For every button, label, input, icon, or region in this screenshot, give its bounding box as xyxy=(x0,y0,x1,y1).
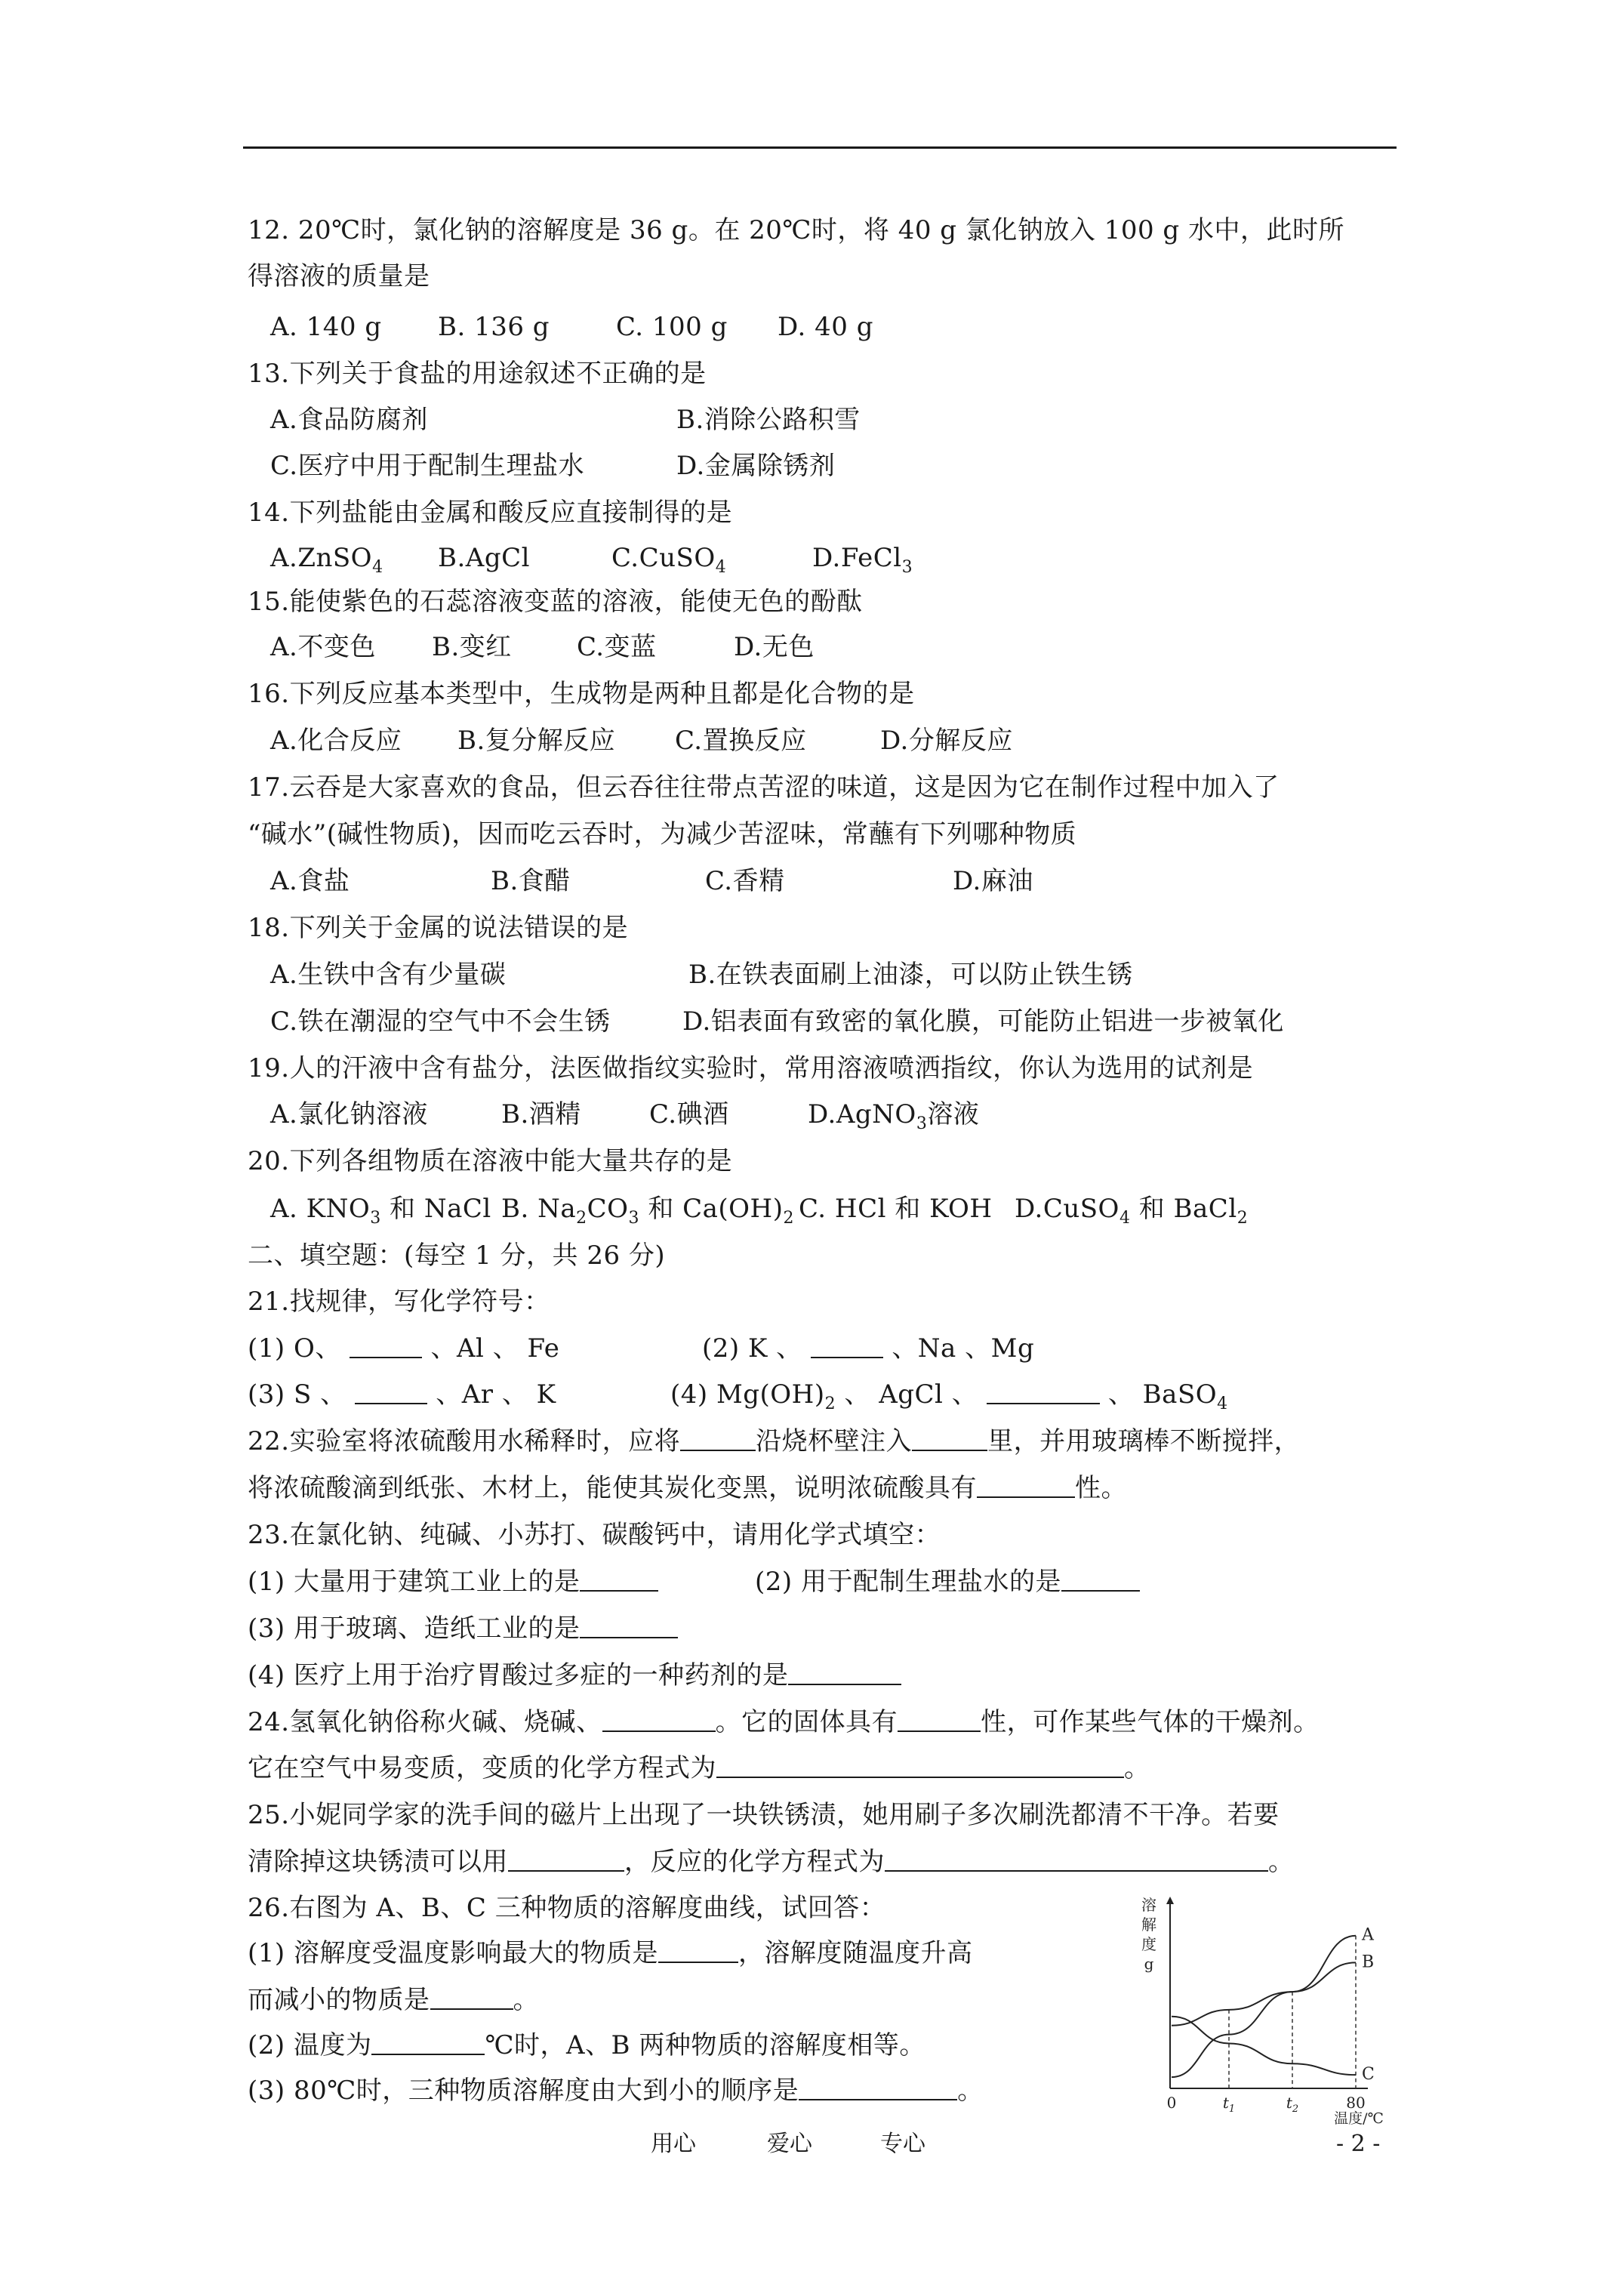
q26-sub3: (3) 80℃时，三种物质溶解度由大到小的顺序是 。 xyxy=(248,2076,984,2106)
header-rule xyxy=(243,146,1397,149)
blank[interactable] xyxy=(680,1425,756,1451)
y-label-char: 解 xyxy=(1141,1915,1156,1934)
option-c: C.香精 xyxy=(705,866,785,896)
blank[interactable] xyxy=(350,1333,422,1358)
q12-options xyxy=(270,311,1327,343)
option-d: D.CuSO$_4$ 和 BaCl$_2$ xyxy=(1015,1194,1249,1228)
y-label-char: g xyxy=(1144,1955,1154,1973)
option-d: D.分解反应 xyxy=(880,726,1013,756)
blank[interactable] xyxy=(355,1379,427,1404)
option-a: A. 140 g xyxy=(270,312,382,342)
chart-axes xyxy=(1166,1897,1368,2088)
series-c-curve xyxy=(1172,2017,1356,2075)
blank[interactable] xyxy=(912,1425,987,1451)
blank[interactable] xyxy=(811,1333,883,1358)
y-label-char: 溶 xyxy=(1141,1896,1156,1914)
option-b: B.食醋 xyxy=(491,866,571,896)
x-tick-label: $t_1$ xyxy=(1222,2094,1236,2115)
q19-stem: 19.人的汗液中含有盐分，法医做指纹实验时，常用溶液喷洒指纹，你认为选用的试剂是 xyxy=(248,1053,1254,1083)
q22-line2: 将浓硫酸滴到纸张、木材上，能使其炭化变黑，说明浓硫酸具有 性。 xyxy=(248,1473,1127,1503)
option-a: A.氯化钠溶液 xyxy=(270,1099,428,1130)
q20-stem: 20.下列各组物质在溶液中能大量共存的是 xyxy=(248,1146,733,1176)
q14-options xyxy=(270,542,1327,577)
solubility-chart xyxy=(1132,1894,1404,2125)
q18-stem: 18.下列关于金属的说法错误的是 xyxy=(248,913,629,943)
q14-stem: 14.下列盐能由金属和酸反应直接制得的是 xyxy=(248,498,733,528)
q24-line2: 它在空气中易变质，变质的化学方程式为 。 xyxy=(248,1753,1150,1783)
option-b: B.复分解反应 xyxy=(457,726,616,756)
q26-sub2: (2) 温度为 ℃时，A、B 两种物质的溶解度相等。 xyxy=(248,2030,925,2060)
blank[interactable] xyxy=(658,1937,738,1963)
option-a: A.食品防腐剂 xyxy=(270,405,428,435)
option-d: D.铝表面有致密的氧化膜，可能防止铝进一步被氧化 xyxy=(682,1006,1284,1037)
option-a: A.ZnSO$_4$ xyxy=(270,543,383,577)
blank[interactable] xyxy=(716,1752,1124,1778)
q20-options xyxy=(270,1193,1387,1228)
blank[interactable] xyxy=(799,2075,957,2100)
footer-word: 爱心 xyxy=(767,2131,812,2157)
blank[interactable] xyxy=(898,1706,981,1732)
y-label-char: 度 xyxy=(1141,1935,1156,1953)
option-d: D.金属除锈剂 xyxy=(676,451,836,481)
series-b-curve xyxy=(1172,1962,1356,2025)
q17-stem: 17.云吞是大家喜欢的食品，但云吞往往带点苦涩的味道，这是因为它在制作过程中加入了 xyxy=(248,772,1280,803)
q18-options-row1 xyxy=(270,959,1387,991)
footer-word: 专心 xyxy=(880,2131,925,2157)
footer-word: 用心 xyxy=(651,2131,696,2157)
blank[interactable] xyxy=(602,1706,716,1732)
blank[interactable] xyxy=(885,1846,1268,1872)
option-b: B.在铁表面刷上油漆，可以防止铁生锈 xyxy=(688,960,1133,990)
q23-row1: (1) 大量用于建筑工业上的是 (2) 用于配制生理盐水的是 xyxy=(248,1566,1365,1598)
option-a: A.化合反应 xyxy=(270,726,402,756)
q21-row2: (3) S 、 、Ar 、 K (4) $Mg(OH)_2$ 、 AgCl 、 、 BaSO$_4$ xyxy=(248,1379,1228,1413)
q23-row2: (3) 用于玻璃、造纸工业的是 xyxy=(248,1613,678,1644)
q15-options xyxy=(270,631,1327,663)
y-axis-label xyxy=(1141,1896,1156,1973)
q17-stem-cont: “碱水”(碱性物质)，因而吃云吞时，为减少苦涩味，常蘸有下列哪种物质 xyxy=(248,819,1077,849)
blank[interactable] xyxy=(371,2029,485,2055)
option-a: A.生铁中含有少量碳 xyxy=(270,960,507,990)
option-d: D.FeCl$_3$ xyxy=(812,543,913,577)
blank[interactable] xyxy=(580,1613,678,1638)
blank[interactable] xyxy=(1061,1566,1140,1592)
option-a: A. $KNO_3$ 和 NaCl xyxy=(270,1194,491,1228)
option-c: C. HCl 和 KOH xyxy=(799,1194,993,1224)
q26-stem: 26.右图为 A、B、C 三种物质的溶解度曲线，试回答： xyxy=(248,1893,886,1923)
q26-sub1: (1) 溶解度受温度影响最大的物质是 ，溶解度随温度升高 xyxy=(248,1938,973,1968)
option-c: C.碘酒 xyxy=(649,1099,729,1130)
q12-stem: 12. 20℃时，氯化钠的溶解度是 36 g。在 20℃时，将 40 g 氯化钠放入 100 g 水中，此时所 xyxy=(248,215,1344,245)
option-d: D.无色 xyxy=(734,632,815,662)
q21-row1: (1) O、 、Al 、 Fe (2) K 、 、Na 、Mg xyxy=(248,1333,1035,1364)
option-c: C.置换反应 xyxy=(675,726,807,756)
q15-stem: 15.能使紫色的石蕊溶液变蓝的溶液，能使无色的酚酞 xyxy=(248,587,863,617)
series-curves xyxy=(1172,1926,1375,2084)
option-b: B.变红 xyxy=(432,632,512,662)
q23-row3: (4) 医疗上用于治疗胃酸过多症的一种药剂的是 xyxy=(248,1660,901,1691)
section-title: 二、填空题：(每空 1 分，共 26 分) xyxy=(248,1240,666,1271)
x-tick-label: $t_2$ xyxy=(1286,2094,1299,2115)
x-tick-label: 80 xyxy=(1346,2094,1366,2112)
blank[interactable] xyxy=(430,1984,513,2010)
series-label: C xyxy=(1362,2065,1375,2085)
q23-stem: 23.在氯化钠、纯碱、小苏打、碳酸钙中，请用化学式填空： xyxy=(248,1520,941,1550)
q25-line2: 清除掉这块锈渍可以用 ，反应的化学方程式为 。 xyxy=(248,1847,1295,1877)
option-d: D. 40 g xyxy=(778,312,873,342)
blank[interactable] xyxy=(580,1566,658,1592)
option-b: B. 136 g xyxy=(438,312,550,342)
option-c: C.CuSO$_4$ xyxy=(611,543,727,577)
option-b: B.酒精 xyxy=(501,1099,581,1130)
option-b: B. $Na_2CO_3$ 和 $Ca(OH)_2$ xyxy=(501,1194,794,1228)
series-label: B xyxy=(1362,1952,1375,1972)
blank[interactable] xyxy=(508,1846,624,1872)
q17-options xyxy=(270,865,1327,897)
option-c: C. 100 g xyxy=(616,312,728,342)
option-c: C.变蓝 xyxy=(577,632,657,662)
q13-stem: 13.下列关于食盐的用途叙述不正确的是 xyxy=(248,359,707,389)
q25-line1: 25.小妮同学家的洗手间的磁片上出现了一块铁锈渍，她用刷子多次刷洗都清不干净。若要 xyxy=(248,1800,1280,1830)
q19-options xyxy=(270,1099,1327,1133)
q13-options-row1 xyxy=(270,404,1327,436)
x-axis-label xyxy=(1334,2110,1384,2125)
q16-options xyxy=(270,725,1327,757)
option-b: B.消除公路积雪 xyxy=(676,405,861,435)
q22-line1: 22.实验室将浓硫酸用水稀释时，应将 沿烧杯壁注入 里，并用玻璃棒不断搅拌， xyxy=(248,1426,1301,1456)
option-c: C.医疗中用于配制生理盐水 xyxy=(270,451,585,481)
option-d: D.麻油 xyxy=(953,866,1033,896)
series-label: A xyxy=(1362,1925,1374,1945)
x-tick-label: 0 xyxy=(1166,2094,1177,2112)
q12-stem-cont: 得溶液的质量是 xyxy=(248,261,430,291)
option-c: C.铁在潮湿的空气中不会生锈 xyxy=(270,1006,611,1037)
q13-options-row2 xyxy=(270,450,1327,482)
q18-options-row2 xyxy=(270,1006,1387,1037)
q24-line1: 24.氢氧化钠俗称火碱、烧碱、 。它的固体具有 性，可作某些气体的干燥剂。 xyxy=(248,1707,1320,1737)
q16-stem: 16.下列反应基本类型中，生成物是两种且都是化合物的是 xyxy=(248,679,915,709)
dashed-guides xyxy=(1229,1936,1356,2088)
option-a: A.食盐 xyxy=(270,866,350,896)
x-axis-label-text: 温度/℃ xyxy=(1334,2110,1384,2125)
option-b: B.AgCl xyxy=(438,543,530,573)
page-number: - 2 - xyxy=(1336,2131,1381,2157)
option-d: D.AgNO$_3$溶液 xyxy=(808,1099,980,1133)
q21-stem: 21.找规律，写化学符号： xyxy=(248,1287,550,1317)
q26-sub1-cont: 而减小的物质是 。 xyxy=(248,1985,539,2015)
blank[interactable] xyxy=(987,1379,1100,1404)
option-a: A.不变色 xyxy=(270,632,376,662)
blank[interactable] xyxy=(788,1660,901,1685)
blank[interactable] xyxy=(977,1472,1075,1498)
